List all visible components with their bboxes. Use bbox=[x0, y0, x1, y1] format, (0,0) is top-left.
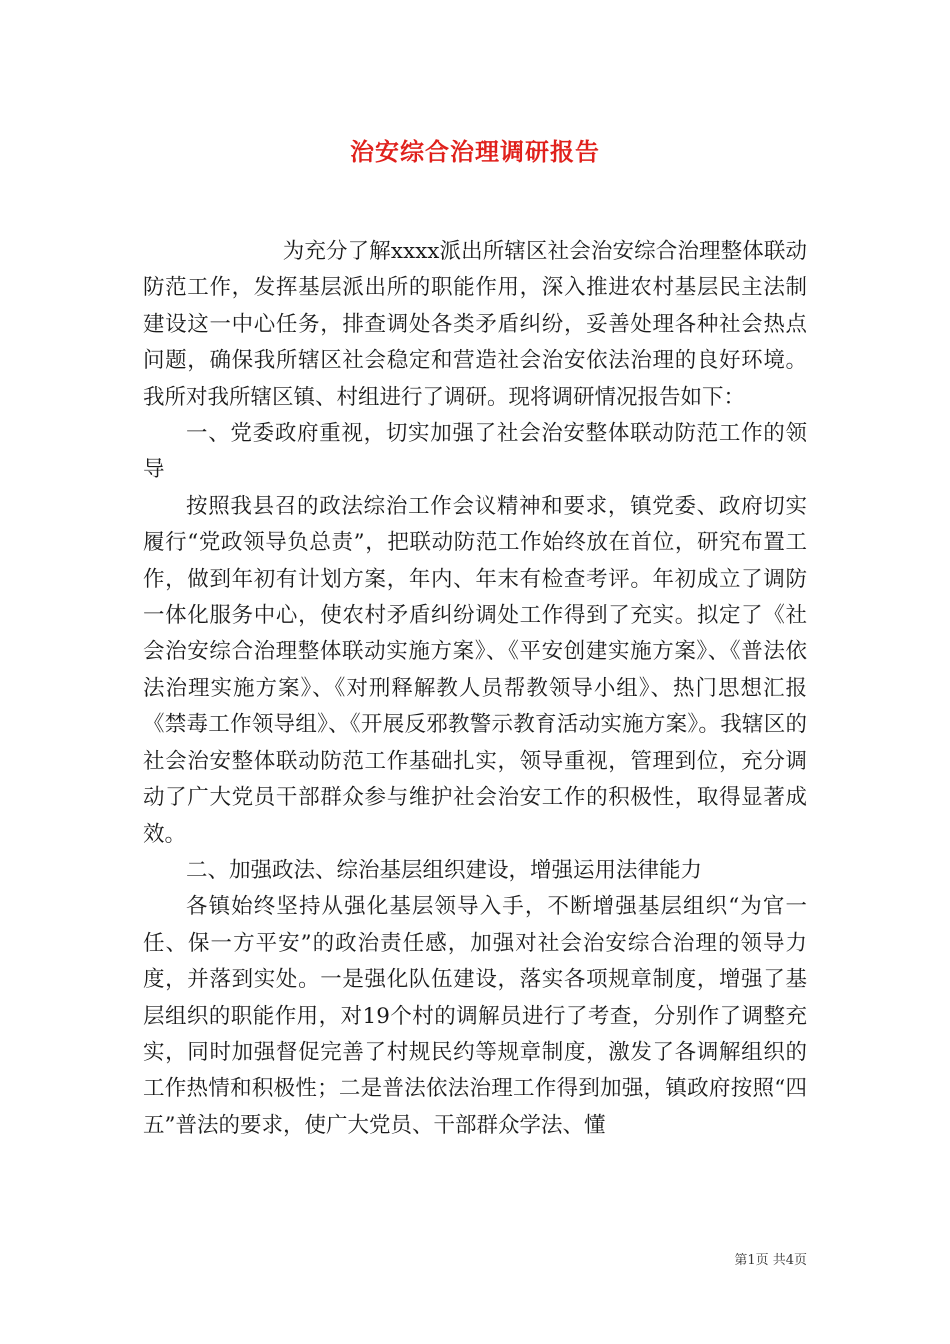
paragraph-intro: 为充分了解xxxx派出所辖区社会治安综合治理整体联动防范工作，发挥基层派出所的职能作用，深入推进农村基层民主法制建设这一中心任务，排查调处各类矛盾纠纷，妥善处理各种社会热点问题，确保我所辖区社会稳定和营造社会治安依法治理的良好环境。我所对我所辖区镇、村组进行了调研。现将调研情况报告如下： bbox=[143, 239, 807, 410]
page-number: 第1页 共4页 bbox=[734, 1253, 807, 1268]
document-title: 治安综合治理调研报告 bbox=[350, 137, 600, 166]
paragraph-section-2: 各镇始终坚持从强化基层领导入手，不断增强基层组织“为官一任、保一方平安”的政治责任感，加强对社会治安综合治理的领导力度，并落到实处。一是强化队伍建设，落实各项规章制度，增强了基层组织的职能作用，对19个村的调解员进行了考查，分别作了调整充实，同时加强督促完善了村规民约等规章制度，激发了各调解组织的工作热情和积极性；二是普法依法治理工作得到加强，镇政府按照“四五”普法的要求，使广大党员、干部群众学法、懂 bbox=[143, 894, 807, 1138]
document-body bbox=[143, 234, 807, 1144]
section-heading-1: 一、党委政府重视，切实加强了社会治安整体联动防范工作的领导 bbox=[143, 421, 807, 483]
section-heading-2: 二、加强政法、综治基层组织建设，增强运用法律能力 bbox=[186, 857, 703, 883]
paragraph-section-1: 按照我县召的政法综治工作会议精神和要求，镇党委、政府切实履行“党政领导负总责”，把联动防范工作始终放在首位，研究布置工作，做到年初有计划方案，年内、年末有检查考评。年初成立了调防一体化服务中心，使农村矛盾纠纷调处工作得到了充实。拟定了《社会治安综合治理整体联动实施方案》、《平安创建实施方案》、《普法依法治理实施方案》、《对刑释解教人员帮教领导小组》、热门思想汇报《禁毒工作领导组》、《开展反邪教警示教育活动实施方案》。我辖区的社会治安整体联动防范工作基础扎实，领导重视，管理到位，充分调动了广大党员干部群众参与维护社会治安工作的积极性，取得显著成效。 bbox=[143, 493, 807, 847]
